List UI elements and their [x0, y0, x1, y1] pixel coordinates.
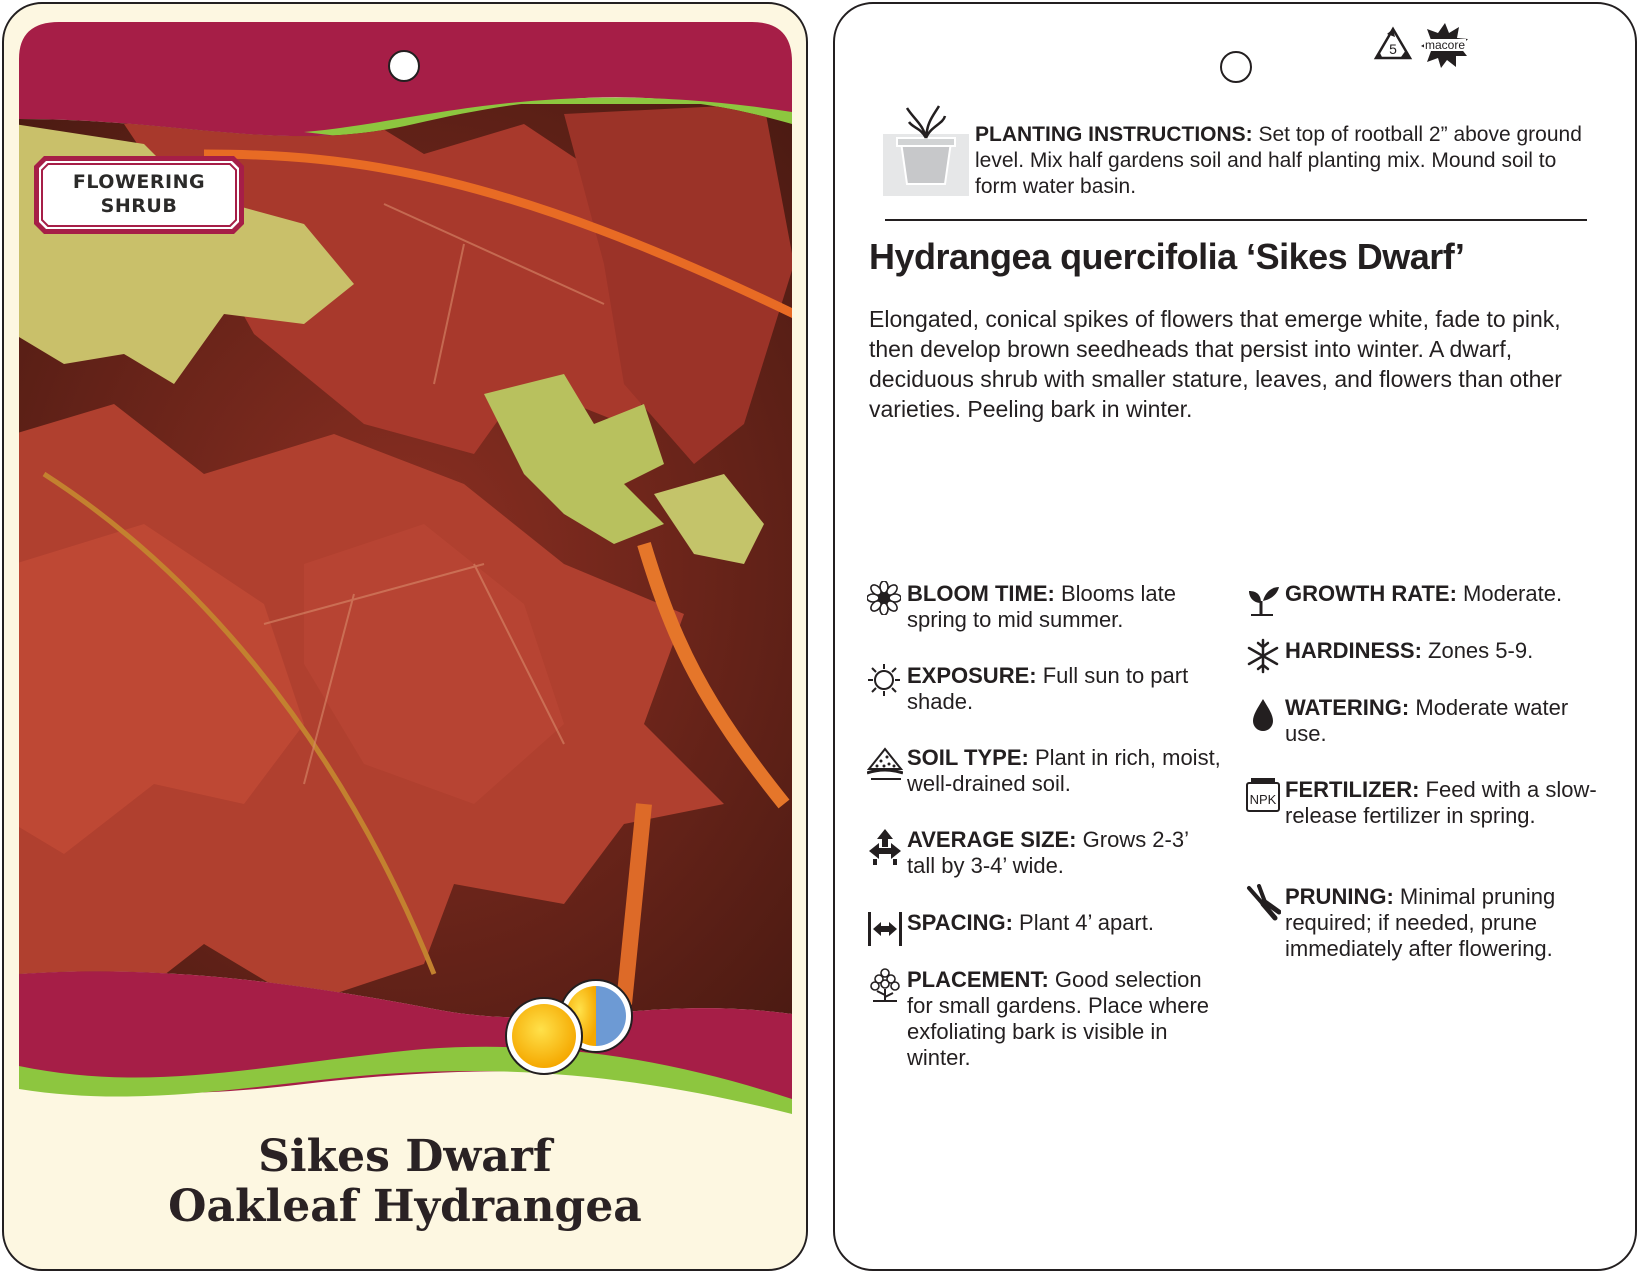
npk-text: NPK [1249, 792, 1277, 807]
spacing-arrows-icon [867, 910, 903, 948]
planting-instructions [975, 122, 1595, 200]
hydrangea-leaf-photo [4, 99, 806, 1034]
spacing-attribute [907, 910, 1222, 936]
front-tag [2, 2, 808, 1271]
growth-rate-attribute [1285, 581, 1605, 607]
flower-icon [867, 581, 901, 615]
exposure-attribute [907, 663, 1222, 715]
average-size-attribute [907, 827, 1222, 879]
soil-icon [867, 745, 903, 783]
common-name-line-2: Oakleaf Hydrangea [168, 1181, 642, 1232]
fertilizer-attribute [1249, 777, 1605, 829]
full-sun-icon [506, 998, 582, 1074]
soil-type-text: Plant in rich, moist, well-drained soil. [907, 745, 1221, 796]
watering-text: Moderate water use. [1285, 695, 1569, 746]
category-line-1: FLOWERING [72, 171, 206, 193]
brand-name: macore [1424, 38, 1466, 52]
watering-attribute [1285, 695, 1605, 747]
recycle-code: 5 [1389, 41, 1397, 57]
watering-label: WATERING: [1285, 695, 1410, 720]
planting-label: PLANTING INSTRUCTIONS: [975, 123, 1253, 146]
planting-text: Set top of rootball 2” above ground level. Mix half gardens soil and half planting mix. Mound soil to form water basin. [975, 123, 1582, 198]
pruners-icon [1245, 884, 1281, 922]
growth-rate-label: GROWTH RATE: [1285, 581, 1457, 606]
placement-label: PLACEMENT: [907, 967, 1049, 992]
npk-icon [1245, 777, 1281, 813]
soil-type-label: SOIL TYPE: [907, 745, 1029, 770]
placement-attribute [907, 967, 1222, 1071]
hardiness-attribute [1285, 638, 1605, 664]
snowflake-icon [1245, 638, 1281, 674]
pruning-attribute [1285, 884, 1605, 962]
botanical-name: Hydrangea quercifolia ‘Sikes Dwarf’ [869, 236, 1465, 277]
hang-hole [388, 50, 420, 82]
bloom-time-text: Blooms late spring to mid summer. [907, 581, 1176, 632]
back-tag [833, 2, 1637, 1271]
pruning-text: Minimal pruning required; if needed, prune immediately after flowering. [1285, 884, 1556, 961]
hardiness-text: Zones 5-9. [1421, 638, 1534, 663]
average-size-text: Grows 2-3’ tall by 3-4’ wide. [907, 827, 1189, 878]
fertilizer-label: FERTILIZER: [1285, 777, 1420, 802]
category-badge [34, 156, 244, 234]
growth-rate-text: Moderate. [1456, 581, 1563, 606]
hardiness-label: HARDINESS: [1285, 638, 1422, 663]
macore-logo [1421, 22, 1469, 68]
hang-hole [1220, 51, 1252, 83]
size-arrows-icon [867, 827, 903, 865]
soil-type-attribute [907, 745, 1222, 797]
average-size-label: AVERAGE SIZE: [907, 827, 1077, 852]
plant-description: Elongated, conical spikes of flowers that emerge white, fade to pink, then develop brown seedheads that persist into winter. A dwarf, deciduous shrub with smaller stature, leaves, and flowers than other varieties. Peeling bark in winter. [869, 306, 1562, 422]
bloom-time-attribute [907, 581, 1222, 633]
pruning-label: PRUNING: [1285, 884, 1394, 909]
recycle-icon [1373, 26, 1413, 62]
common-name-line-1: Sikes Dwarf [258, 1131, 552, 1182]
spacing-label: SPACING: [907, 910, 1013, 935]
sun-icon [867, 663, 901, 697]
divider [885, 219, 1587, 221]
sprout-icon [1245, 581, 1281, 617]
water-drop-icon [1245, 695, 1281, 733]
fertilizer-text: Feed with a slow-release fertilizer in spring. [1285, 777, 1597, 828]
category-line-2: SHRUB [100, 195, 178, 217]
common-name [4, 1132, 806, 1232]
exposure-label: EXPOSURE: [907, 663, 1037, 688]
spacing-text: Plant 4’ apart. [1012, 910, 1154, 935]
placement-plant-icon [867, 967, 903, 1005]
planting-pot-icon [883, 104, 969, 196]
exposure-text: Full sun to part shade. [907, 663, 1189, 714]
placement-text: Good selection for small gardens. Place where exfoliating bark is visible in winter. [907, 967, 1210, 1070]
bloom-time-label: BLOOM TIME: [907, 581, 1055, 606]
